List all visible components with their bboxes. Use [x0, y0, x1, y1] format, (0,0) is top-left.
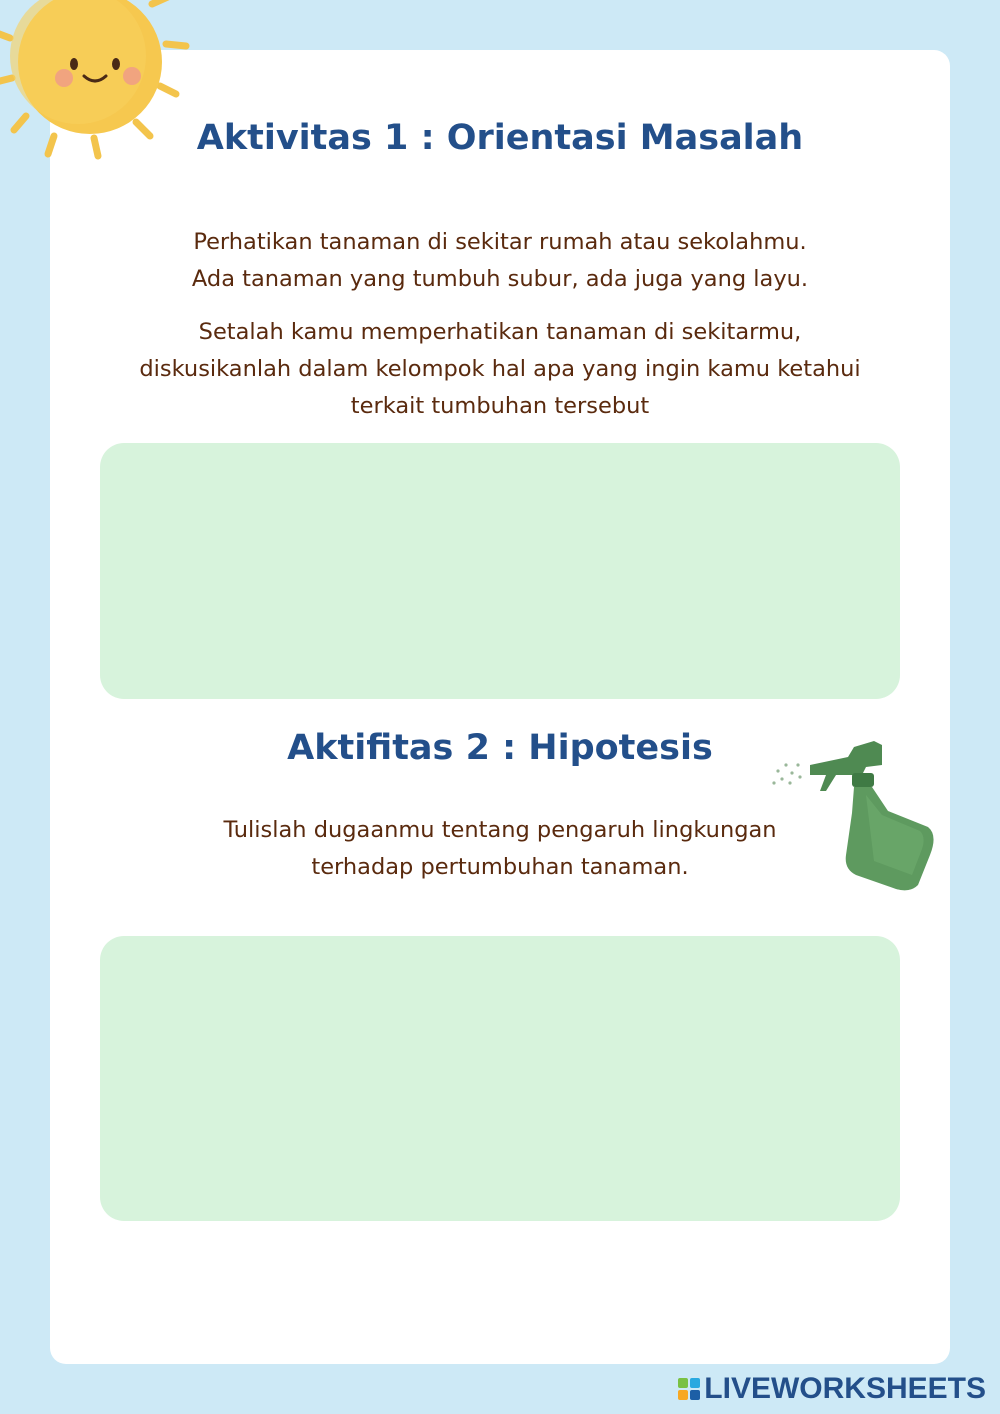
liveworksheets-logo-icon	[678, 1378, 700, 1400]
brand-name: LIVEWORKSHEETS	[704, 1372, 986, 1405]
activity-1-answer-field[interactable]	[100, 443, 900, 699]
activity-2-title: Aktifitas 2 : Hipotesis	[287, 728, 713, 768]
activity-1-intro	[0, 224, 1000, 298]
instruction-line: terkait tumbuhan tersebut	[350, 393, 650, 419]
spray-bottle-icon	[770, 735, 940, 895]
liveworksheets-brand	[678, 1372, 986, 1406]
intro-line: Perhatikan tanaman di sekitar rumah atau sekolahmu.	[193, 229, 807, 255]
instruction-line: diskusikanlah dalam kelompok hal apa yang ingin kamu ketahui	[139, 356, 861, 382]
activity-1-instruction	[0, 314, 1000, 425]
intro-line: Ada tanaman yang tumbuh subur, ada juga yang layu.	[191, 266, 809, 292]
smiling-sun-icon	[0, 0, 230, 200]
instruction-line: Tulislah dugaanmu tentang pengaruh lingkungan	[223, 817, 777, 843]
activity-2-answer-field[interactable]	[100, 936, 900, 1221]
instruction-line: Setalah kamu memperhatikan tanaman di sekitarmu,	[198, 319, 802, 345]
activity-1-title: Aktivitas 1 : Orientasi Masalah	[196, 118, 804, 158]
instruction-line: terhadap pertumbuhan tanaman.	[311, 854, 689, 880]
